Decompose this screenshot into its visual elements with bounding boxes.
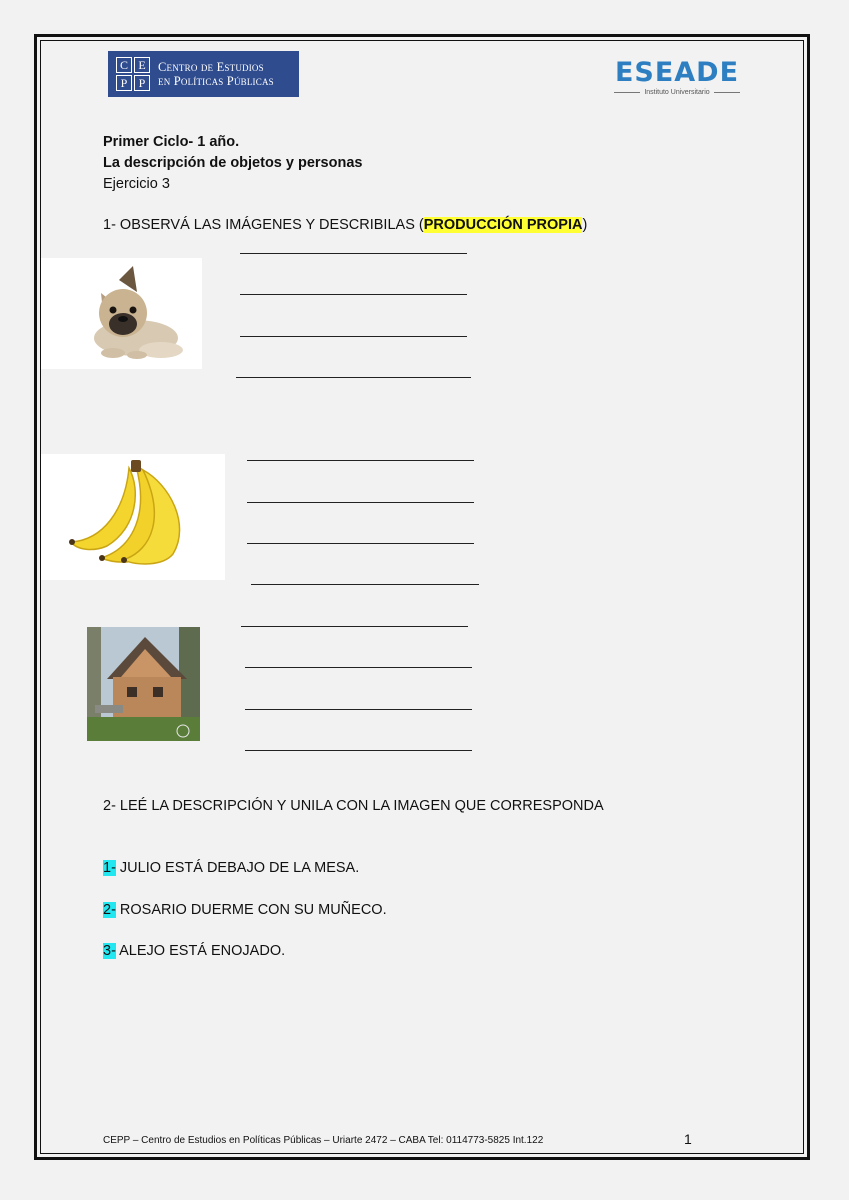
- item-text: ALEJO ESTÁ ENOJADO.: [115, 943, 286, 959]
- answer-line[interactable]: [240, 336, 467, 337]
- cabin-photo: [87, 627, 200, 741]
- cepp-letter: C: [116, 57, 132, 73]
- answer-line[interactable]: [247, 502, 474, 503]
- answer-line[interactable]: [245, 667, 472, 668]
- item-number: 3-: [103, 943, 116, 959]
- eseade-logo-subtitle: Instituto Universitario: [644, 89, 710, 96]
- item-number: 1-: [103, 860, 116, 876]
- cepp-letter: P: [134, 75, 150, 91]
- cepp-letter: P: [116, 75, 132, 91]
- answer-line[interactable]: [247, 543, 474, 544]
- divider: [614, 92, 640, 93]
- exercise1-highlight: PRODUCCIÓN PROPIA: [423, 217, 583, 233]
- answer-line[interactable]: [240, 294, 467, 295]
- cepp-logo-line1: Centro de Estudios: [158, 60, 264, 74]
- cepp-logo-text: [158, 60, 274, 88]
- exercise1-prefix: 1- OBSERVÁ LAS IMÁGENES Y DESCRIBILAS (: [103, 217, 424, 233]
- cepp-letter: E: [134, 57, 150, 73]
- cepp-monogram: [116, 57, 150, 91]
- item-text: ROSARIO DUERME CON SU MUÑECO.: [115, 902, 387, 918]
- topic-heading: La descripción de objetos y personas: [103, 155, 363, 171]
- exercise1-suffix: ): [582, 217, 588, 233]
- answer-line[interactable]: [247, 460, 474, 461]
- exercise2-instruction: 2- LEÉ LA DESCRIPCIÓN Y UNILA CON LA IMAGEN QUE CORRESPONDA: [103, 798, 604, 814]
- item-number: 2-: [103, 902, 116, 918]
- banana-photo: [41, 454, 225, 580]
- eseade-logo-name: ESEADE: [614, 57, 740, 88]
- description-item: [103, 943, 285, 959]
- cepp-logo-line2: en Políticas Públicas: [158, 74, 274, 88]
- page-border-inner: [40, 40, 804, 1154]
- exercise-number: Ejercicio 3: [103, 176, 170, 192]
- answer-line[interactable]: [245, 750, 472, 751]
- answer-line[interactable]: [251, 584, 479, 585]
- answer-line[interactable]: [240, 253, 467, 254]
- answer-line[interactable]: [236, 377, 471, 378]
- dog-photo: [41, 258, 202, 369]
- footer-text: CEPP – Centro de Estudios en Políticas Públicas – Uriarte 2472 – CABA Tel: 0114773-5825 Int.122: [103, 1135, 544, 1146]
- eseade-logo: [612, 58, 742, 96]
- description-item: [103, 902, 387, 918]
- answer-line[interactable]: [245, 709, 472, 710]
- eseade-logo-tagline: [612, 89, 742, 96]
- cycle-heading: Primer Ciclo- 1 año.: [103, 134, 240, 150]
- item-text: JULIO ESTÁ DEBAJO DE LA MESA.: [115, 860, 360, 876]
- description-item: [103, 860, 359, 876]
- exercise1-instruction: [103, 217, 587, 233]
- cepp-logo: [108, 51, 299, 97]
- page-number: 1: [684, 1131, 692, 1147]
- answer-line[interactable]: [241, 626, 468, 627]
- divider: [714, 92, 740, 93]
